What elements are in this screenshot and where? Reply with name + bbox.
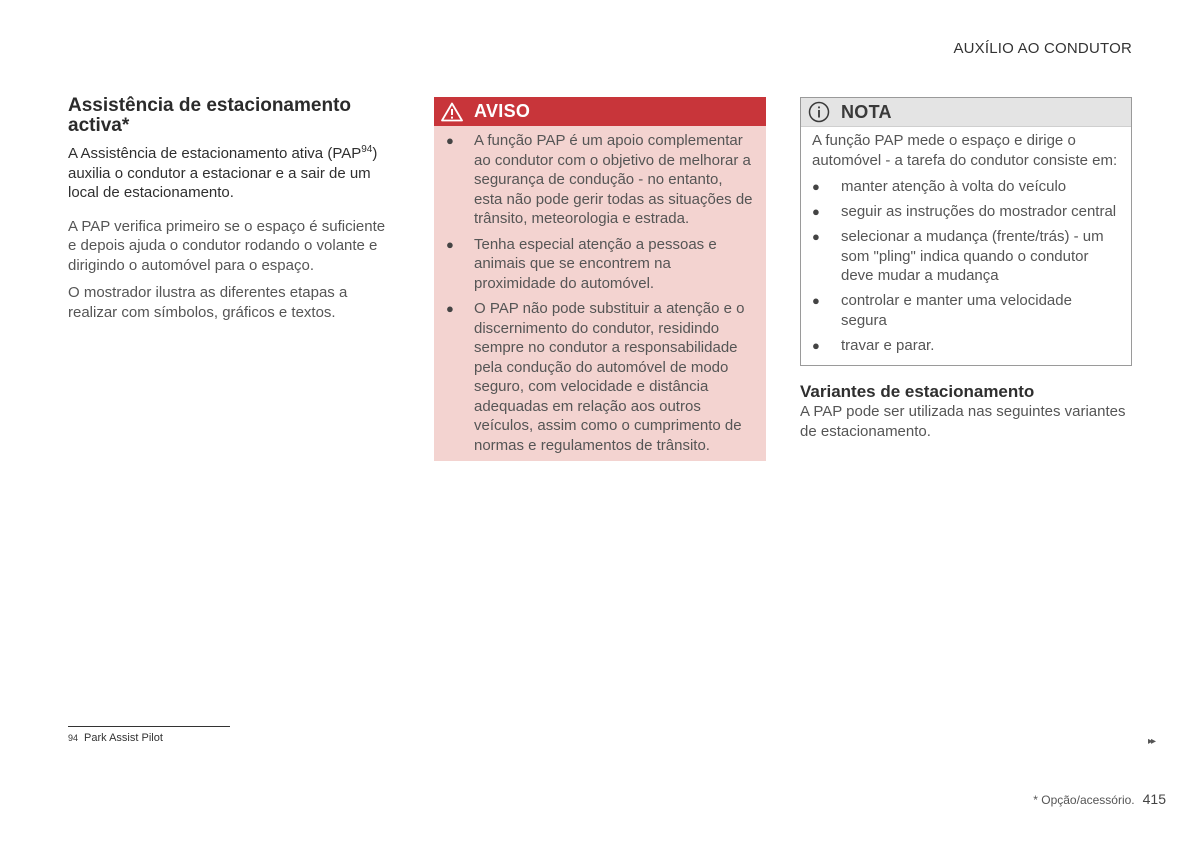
note-item-text: controlar e manter uma velocidade segura bbox=[841, 292, 1072, 329]
chapter-header: AUXÍLIO AO CONDUTOR bbox=[953, 40, 1132, 57]
warning-header bbox=[434, 97, 766, 126]
note-item-text: selecionar a mudança (frente/trás) - um som "pling" indica quando o condutor deve mudar a mudança bbox=[841, 228, 1104, 284]
bullet-icon: ● bbox=[812, 204, 820, 219]
footnote-ref[interactable]: 94 bbox=[361, 144, 373, 155]
list-item bbox=[812, 227, 1121, 286]
bullet-icon: ● bbox=[812, 229, 820, 244]
section-title: Assistência de estacionamento activa* bbox=[68, 95, 351, 136]
warning-box bbox=[434, 97, 766, 461]
page-footer bbox=[1033, 791, 1166, 807]
note-label: NOTA bbox=[841, 101, 892, 122]
page-number: 415 bbox=[1142, 791, 1166, 807]
footnote-number: 94 bbox=[68, 733, 79, 743]
list-item bbox=[812, 177, 1121, 197]
warning-label: AVISO bbox=[474, 101, 531, 121]
warning-item-text: O PAP não pode substituir a atenção e o discernimento do condutor, residindo sempre no condutor a responsabilidade pela condução do automóvel de modo seguro, com velocidade e distância adequadas em relação aos outros veículos, assim como o cumprimento de normas e regulamentos de trânsito. bbox=[474, 300, 745, 454]
list-item bbox=[812, 202, 1121, 222]
note-item-text: manter atenção à volta do veículo bbox=[841, 178, 1067, 195]
info-circle-icon bbox=[807, 101, 831, 123]
variants-text: A PAP pode ser utilizada nas seguintes variantes de estacionamento. bbox=[800, 403, 1126, 440]
footnote bbox=[68, 732, 163, 744]
list-item bbox=[446, 235, 754, 294]
warning-triangle-icon bbox=[440, 101, 464, 123]
list-item bbox=[812, 291, 1121, 330]
note-header bbox=[801, 98, 1131, 127]
option-note: * Opção/acessório. bbox=[1033, 793, 1135, 807]
body-paragraph-2: O mostrador ilustra as diferentes etapas a realizar com símbolos, gráficos e textos. bbox=[68, 284, 348, 321]
variants-section bbox=[800, 382, 1134, 441]
lead-text: A Assistência de estacionamento ativa (PAP bbox=[68, 145, 362, 162]
lead-rest: ) auxilia o condutor a estacionar e a sair de um local de estacionamento. bbox=[68, 145, 378, 201]
list-item bbox=[446, 299, 754, 455]
bullet-icon: ● bbox=[446, 301, 454, 316]
continue-arrows-icon: ▸▸ bbox=[1148, 736, 1155, 747]
bullet-icon: ● bbox=[812, 337, 820, 353]
main-section bbox=[68, 96, 394, 330]
warning-item-text: A função PAP é um apoio complementar ao condutor com o objetivo de melhorar a segurança de condução - no entanto, esta não pode gerir todas as situações de trânsito, meteorologia e estrada. bbox=[474, 132, 753, 227]
note-item-text: travar e parar. bbox=[841, 336, 935, 354]
variants-title: Variantes de estacionamento bbox=[800, 382, 1035, 401]
footnote-divider bbox=[68, 726, 230, 727]
list-item bbox=[812, 336, 1121, 356]
bullet-icon: ● bbox=[446, 133, 454, 148]
note-intro: A função PAP mede o espaço e dirige o automóvel - a tarefa do condutor consiste em: bbox=[812, 132, 1118, 169]
warning-item-text: Tenha especial atenção a pessoas e animais que se encontrem na proximidade do automóvel. bbox=[474, 235, 717, 292]
lead-paragraph bbox=[68, 144, 394, 203]
bullet-icon: ● bbox=[812, 293, 820, 308]
footnote-text: Park Assist Pilot bbox=[84, 732, 163, 744]
note-item-text: seguir as instruções do mostrador central bbox=[841, 203, 1117, 220]
bullet-icon: ● bbox=[812, 179, 820, 194]
warning-list bbox=[434, 126, 766, 455]
note-list bbox=[801, 177, 1131, 355]
note-box bbox=[800, 97, 1132, 366]
body-paragraph-1: A PAP verifica primeiro se o espaço é suficiente e depois ajuda o condutor rodando o volante e dirigindo o automóvel para o espaço. bbox=[68, 217, 386, 274]
list-item bbox=[446, 131, 754, 229]
bullet-icon: ● bbox=[446, 236, 454, 252]
